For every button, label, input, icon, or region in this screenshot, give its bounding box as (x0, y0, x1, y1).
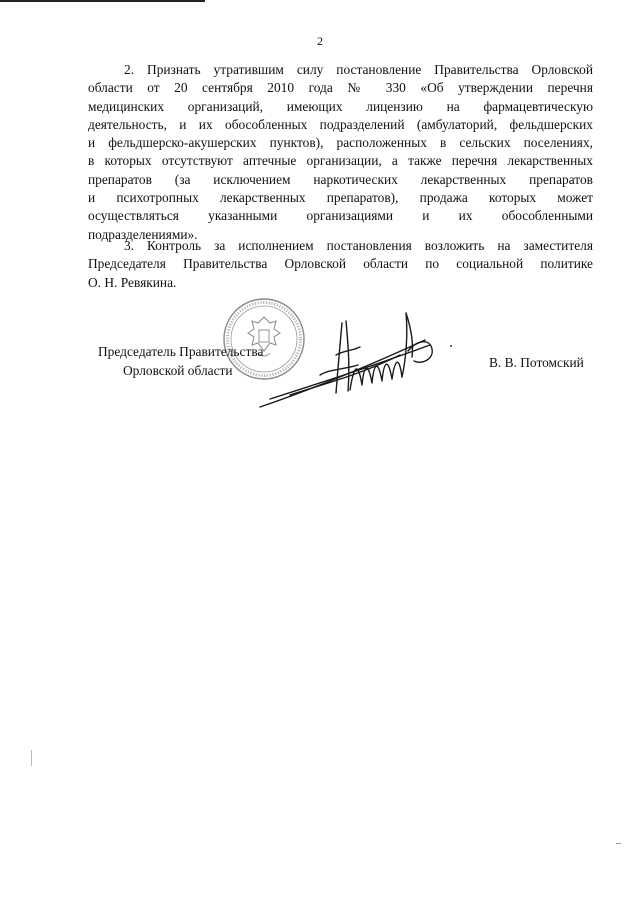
signatory-title-line-1: Председатель Правительства (98, 344, 264, 359)
paragraph-2 (88, 61, 593, 244)
handwritten-signature-icon (250, 295, 440, 410)
paragraph-3-line: Председателя Правительства Орловской области по социальной политике (88, 256, 593, 272)
paragraph-3-line: 3. Контроль за исполнением постановления возложить на заместителя (124, 238, 593, 253)
paragraph-2-line: и фельдшерско-акушерских пунктов), расположенных в сельских поселениях, (88, 135, 593, 151)
paragraph-2-line: осуществляться указанными организациями и их обособленными (88, 208, 593, 224)
paragraph-2-line: 2. Признать утратившим силу постановление Правительства Орловской (124, 62, 593, 77)
paragraph-2-line: и психотропных лекарственных препаратов), продажа которых может (88, 190, 593, 206)
page-number: 2 (317, 34, 323, 48)
ink-dot (450, 345, 452, 347)
paragraph-2-line: медицинских организаций, имеющих лицензию на фармацевтическую (88, 98, 593, 114)
paragraph-3-line: О. Н. Ревякина. (88, 274, 177, 290)
paragraph-2-line: подразделениями». (88, 226, 198, 242)
scan-edge-mark (31, 750, 32, 766)
paragraph-2-line: деятельность, и их обособленных подразделений (амбулаторий, фельдшерских (88, 116, 593, 132)
top-rule (0, 0, 205, 2)
signatory-title-line-2: Орловской области (123, 362, 233, 378)
signatory-name: В. В. Потомский (489, 355, 584, 370)
paragraph-2-line: в которых отсутствуют аптечные организации, а также перечня лекарственных (88, 153, 593, 169)
paragraph-2-line: области от 20 сентября 2010 года № 330 «Об утверждении перечня (88, 80, 593, 96)
scan-edge-mark (616, 843, 621, 844)
paragraph-2-line: препаратов (за исключением наркотических лекарственных препаратов (88, 171, 593, 187)
signatory-title (98, 343, 263, 380)
paragraph-3 (88, 237, 593, 292)
